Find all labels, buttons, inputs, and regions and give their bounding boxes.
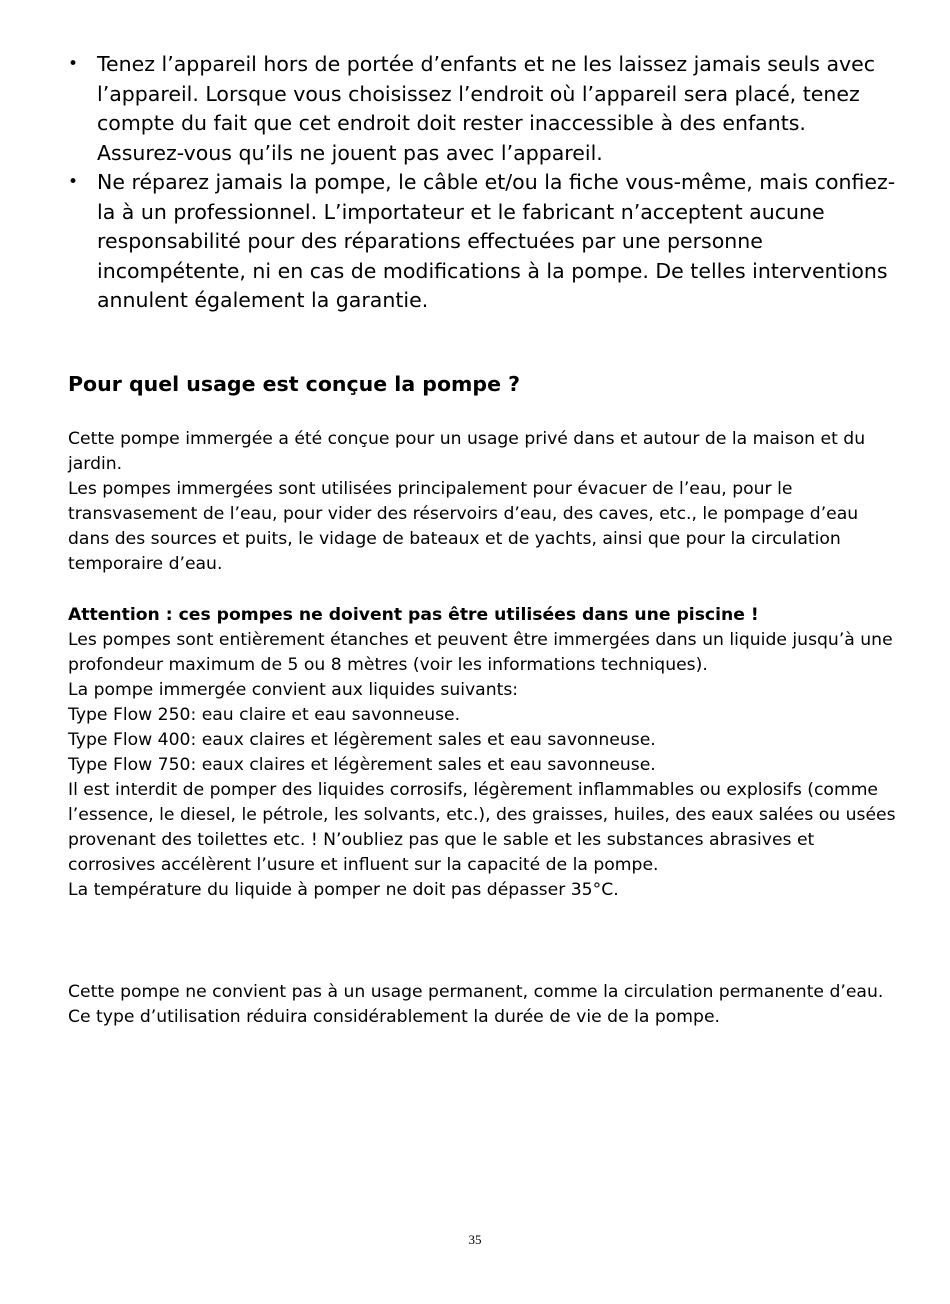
page-number: 35 bbox=[468, 1232, 482, 1247]
section-heading: Pour quel usage est conçue la pompe ? bbox=[68, 372, 521, 396]
details-line: La pompe immergée convient aux liquides suivants: bbox=[68, 680, 519, 700]
usage-closing bbox=[68, 980, 898, 1030]
pool-warning: Attention : ces pompes ne doivent pas être utilisées dans une piscine ! bbox=[68, 605, 759, 625]
safety-bullet-list bbox=[68, 50, 898, 316]
details-line: Type Flow 250: eau claire et eau savonneuse. bbox=[68, 705, 461, 725]
details-line: Type Flow 750: eaux claires et légèrement sales et eau savonneuse. bbox=[68, 755, 656, 775]
intro-paragraph: Cette pompe immergée a été conçue pour un usage privé dans et autour de la maison et du jardin. bbox=[68, 429, 866, 474]
details-line: Il est interdit de pomper des liquides corrosifs, légèrement inflammables ou explosifs (comme l’essence, le diesel, le pétrole, les solvants, etc.), des graisses, huiles, des eaux salées ou usées provenant des toilettes etc. ! N’oubliez pas que le sable et les substances abrasives et corrosives accélèrent l’usure et influent sur la capacité de la pompe. bbox=[68, 780, 896, 875]
bullet-children-safety: • Tenez l’appareil hors de portée d’enfants et ne les laissez jamais seuls avec l’appareil. Lorsque vous choisissez l’endroit où l’appareil sera placé, tenez compte du fait que cet endroit doit rester inaccessible à des enfants. Assurez-vous qu’ils ne jouent pas avec l’appareil. bbox=[68, 50, 898, 168]
closing-paragraph: Cette pompe ne convient pas à un usage permanent, comme la circulation permanente d’eau. Ce type d’utilisation réduira considérablement la durée de vie de la pompe. bbox=[68, 982, 884, 1027]
details-line: La température du liquide à pomper ne doit pas dépasser 35°C. bbox=[68, 880, 619, 900]
intro-paragraph: Les pompes immergées sont utilisées principalement pour évacuer de l’eau, pour le transvasement de l’eau, pour vider des réservoirs d’eau, des caves, etc., le pompage d’eau dans des sources et puits, le vidage de bateaux et de yachts, ainsi que pour la circulation temporaire d’eau. bbox=[68, 479, 859, 574]
usage-details bbox=[68, 603, 898, 903]
details-line: Type Flow 400: eaux claires et légèrement sales et eau savonneuse. bbox=[68, 730, 656, 750]
usage-intro bbox=[68, 427, 898, 577]
details-line: Les pompes sont entièrement étanches et peuvent être immergées dans un liquide jusqu’à une profondeur maximum de 5 ou 8 mètres (voir les informations techniques). bbox=[68, 630, 893, 675]
bullet-repair-warning: • Ne réparez jamais la pompe, le câble et/ou la fiche vous-même, mais confiez-la à un professionnel. L’importateur et le fabricant n’acceptent aucune responsabilité pour des réparations effectuées par une personne incompétente, ni en cas de modifications à la pompe. De telles interventions annulent également la garantie. bbox=[68, 168, 898, 316]
